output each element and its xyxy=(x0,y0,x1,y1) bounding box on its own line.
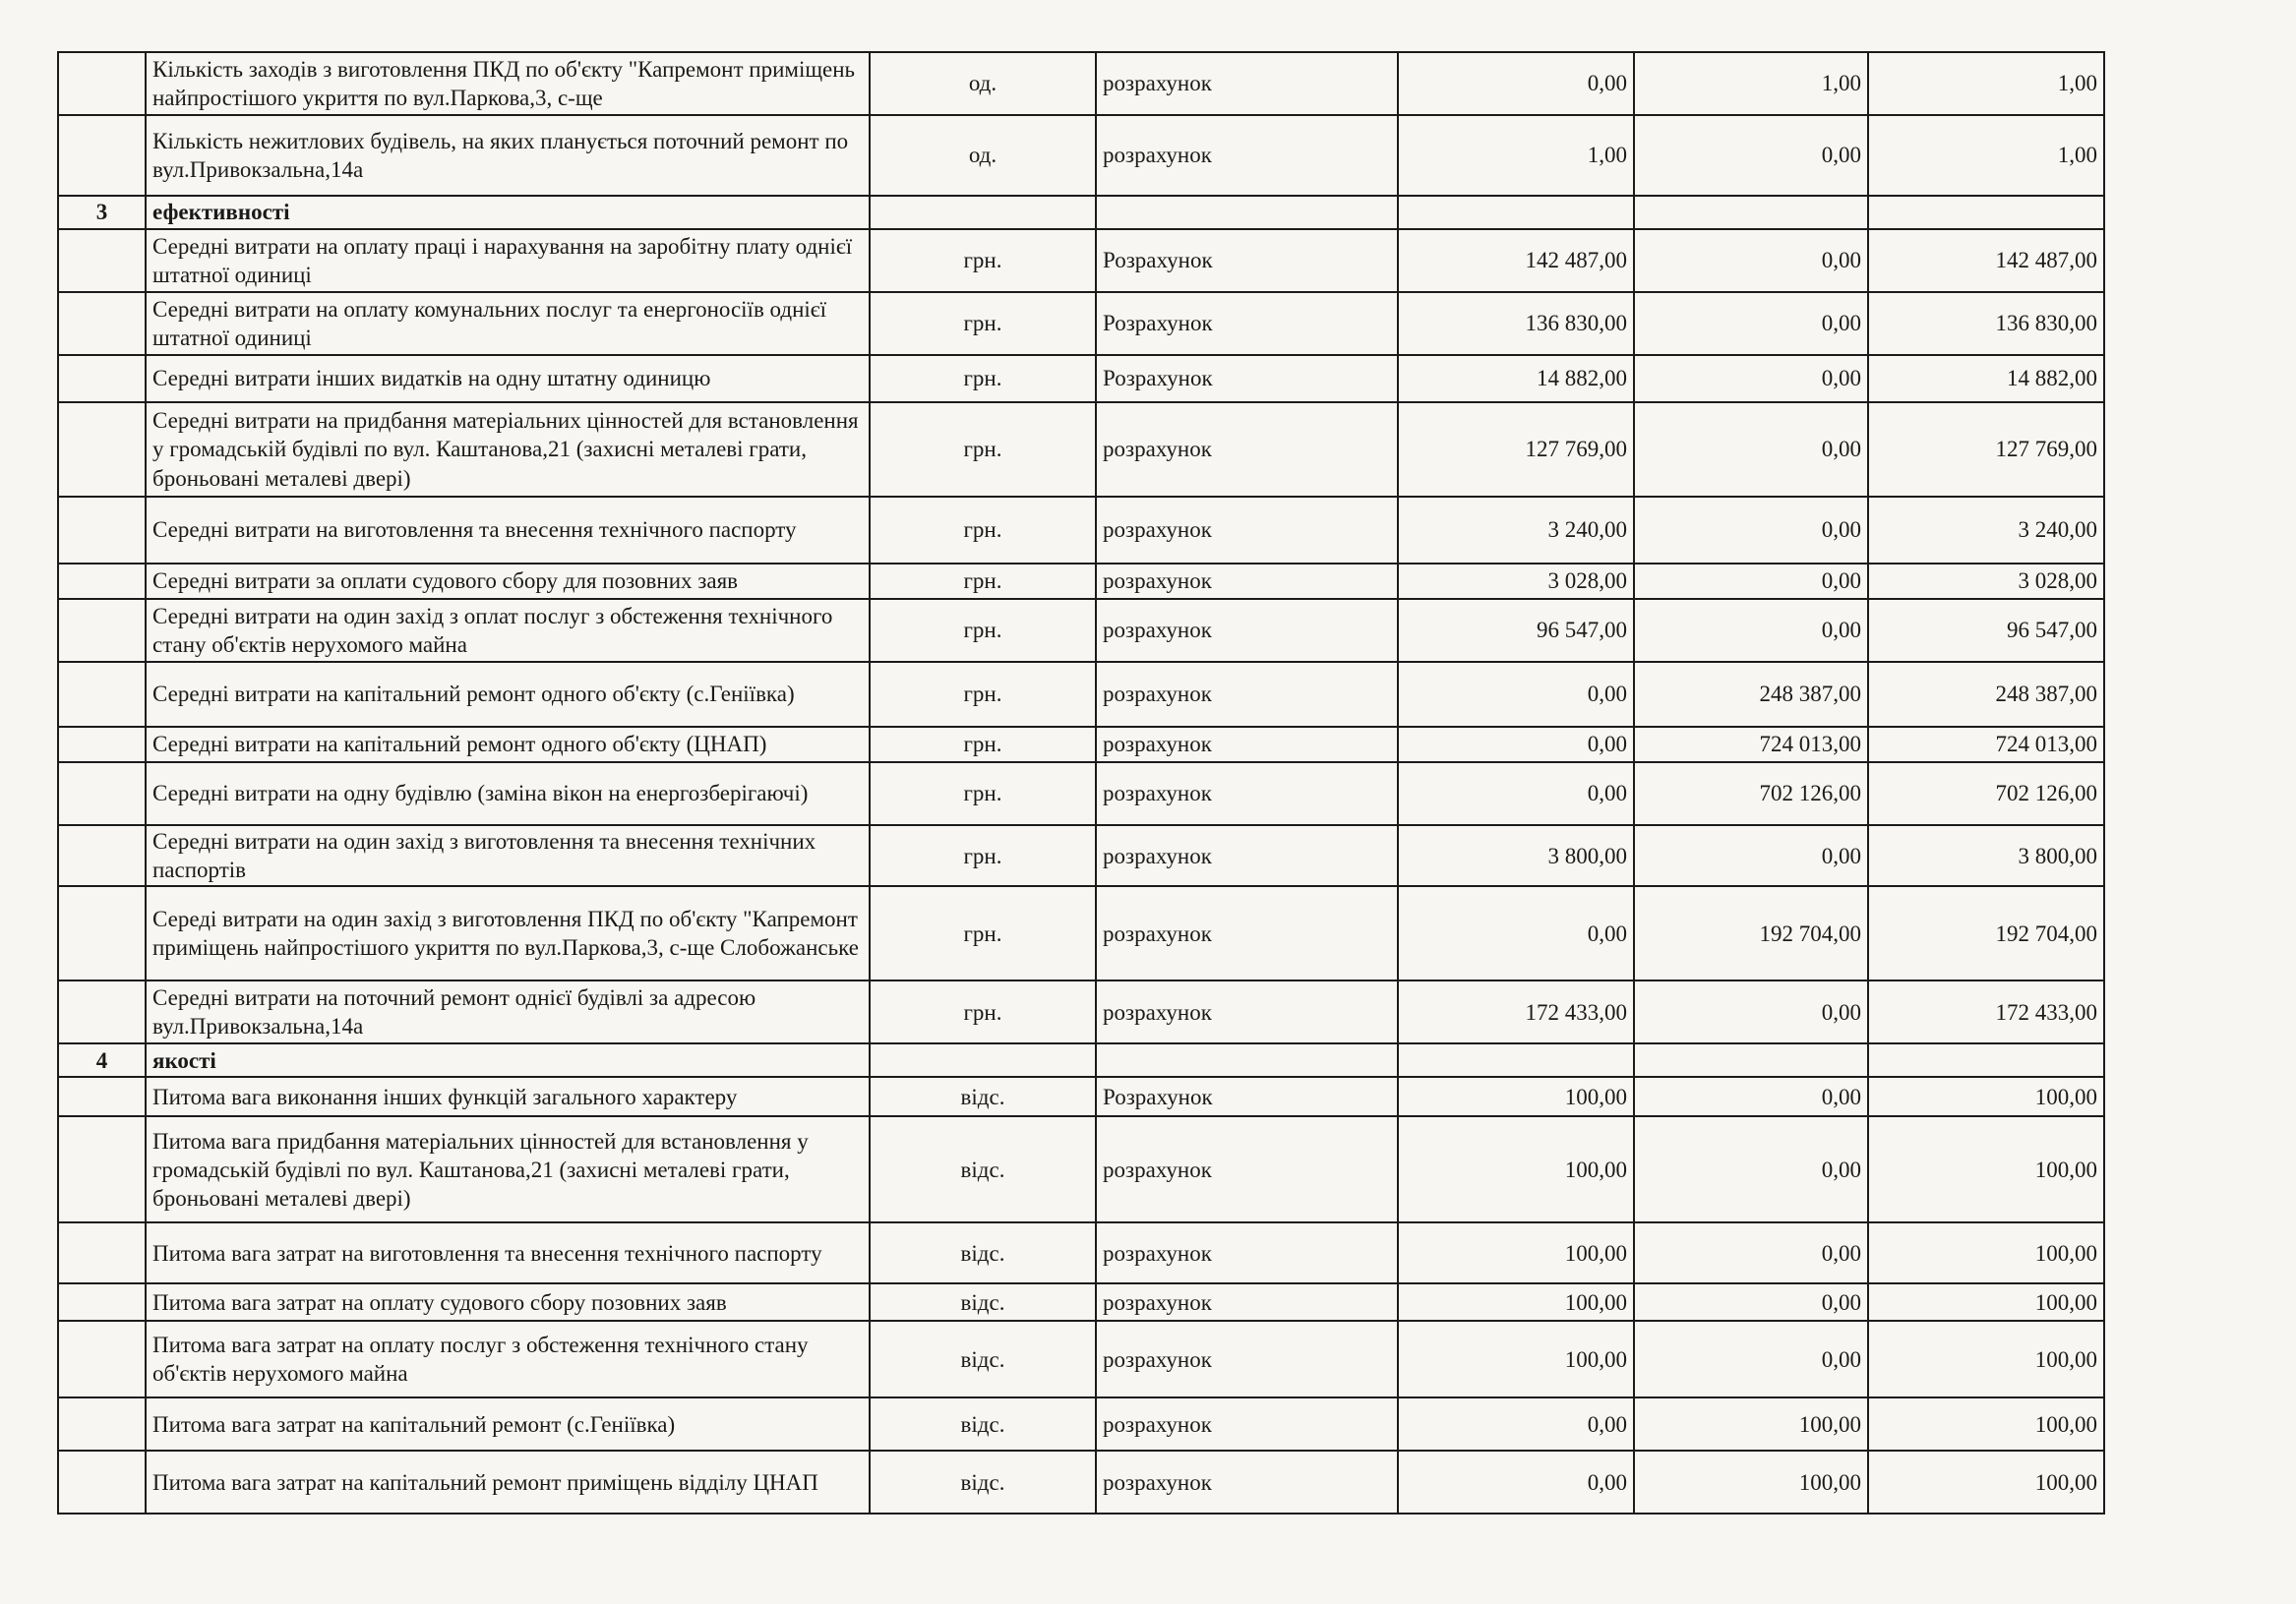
indicator-name-cell: Середні витрати на виготовлення та внесення технічного паспорту xyxy=(146,497,870,564)
table-row xyxy=(58,564,2104,599)
value-special-fund-cell: 0,00 xyxy=(1634,292,1868,355)
row-number-cell xyxy=(58,825,146,886)
indicator-name-cell: Середні витрати на оплату комунальних послуг та енергоносіїв однієї штатної одиниці xyxy=(146,292,870,355)
value-total-cell: 100,00 xyxy=(1868,1116,2104,1222)
value-general-fund-cell: 14 882,00 xyxy=(1398,355,1634,402)
indicator-name-cell: Середі витрати на один захід з виготовлення ПКД по об'єкту "Капремонт приміщень найпростішого укриття по вул.Паркова,3, с-ще Слобожанське xyxy=(146,886,870,980)
data-source-cell: розрахунок xyxy=(1096,662,1398,727)
table-row xyxy=(58,1222,2104,1283)
table-row xyxy=(58,662,2104,727)
value-total-cell: 142 487,00 xyxy=(1868,229,2104,292)
unit-of-measure-cell: відс. xyxy=(870,1397,1096,1451)
value-general-fund-cell: 127 769,00 xyxy=(1398,402,1634,497)
value-total-cell xyxy=(1868,1043,2104,1077)
row-number-cell xyxy=(58,564,146,599)
value-special-fund-cell: 100,00 xyxy=(1634,1451,1868,1514)
value-general-fund-cell: 96 547,00 xyxy=(1398,599,1634,662)
row-number-cell xyxy=(58,52,146,115)
value-general-fund-cell: 0,00 xyxy=(1398,886,1634,980)
indicators-table xyxy=(57,51,2105,1515)
indicator-name-cell: Кількість заходів з виготовлення ПКД по об'єкту "Капремонт приміщень найпростішого укриття по вул.Паркова,3, с-ще xyxy=(146,52,870,115)
value-general-fund-cell: 100,00 xyxy=(1398,1283,1634,1321)
indicator-name-cell: Середні витрати на придбання матеріальних цінностей для встановлення у громадській будівлі по вул. Каштанова,21 (захисні металеві грати, броньовані металеві двері) xyxy=(146,402,870,497)
value-special-fund-cell: 0,00 xyxy=(1634,402,1868,497)
value-total-cell xyxy=(1868,196,2104,229)
value-special-fund-cell: 0,00 xyxy=(1634,229,1868,292)
table-row xyxy=(58,402,2104,497)
value-general-fund-cell: 1,00 xyxy=(1398,115,1634,196)
unit-of-measure-cell: грн. xyxy=(870,292,1096,355)
value-special-fund-cell: 0,00 xyxy=(1634,1283,1868,1321)
data-source-cell: розрахунок xyxy=(1096,497,1398,564)
value-special-fund-cell: 0,00 xyxy=(1634,1321,1868,1397)
row-number-cell xyxy=(58,402,146,497)
unit-of-measure-cell: відс. xyxy=(870,1077,1096,1116)
value-general-fund-cell: 0,00 xyxy=(1398,52,1634,115)
unit-of-measure-cell: грн. xyxy=(870,355,1096,402)
data-source-cell xyxy=(1096,1043,1398,1077)
row-number-cell xyxy=(58,292,146,355)
value-special-fund-cell: 1,00 xyxy=(1634,52,1868,115)
value-general-fund-cell: 0,00 xyxy=(1398,762,1634,825)
row-number-cell xyxy=(58,1283,146,1321)
table-row xyxy=(58,980,2104,1043)
indicator-name-cell: Середні витрати на один захід з виготовлення та внесення технічних паспортів xyxy=(146,825,870,886)
value-special-fund-cell: 192 704,00 xyxy=(1634,886,1868,980)
indicator-name-cell: Середні витрати інших видатків на одну штатну одиницю xyxy=(146,355,870,402)
value-special-fund-cell: 0,00 xyxy=(1634,1222,1868,1283)
table-row xyxy=(58,1321,2104,1397)
unit-of-measure-cell: грн. xyxy=(870,229,1096,292)
data-source-cell: розрахунок xyxy=(1096,825,1398,886)
value-general-fund-cell xyxy=(1398,1043,1634,1077)
data-source-cell xyxy=(1096,196,1398,229)
unit-of-measure-cell: відс. xyxy=(870,1116,1096,1222)
value-total-cell: 3 800,00 xyxy=(1868,825,2104,886)
value-total-cell: 192 704,00 xyxy=(1868,886,2104,980)
value-total-cell: 100,00 xyxy=(1868,1451,2104,1514)
row-number-cell: 4 xyxy=(58,1043,146,1077)
unit-of-measure-cell: відс. xyxy=(870,1321,1096,1397)
value-general-fund-cell: 100,00 xyxy=(1398,1116,1634,1222)
value-total-cell: 702 126,00 xyxy=(1868,762,2104,825)
row-number-cell xyxy=(58,1222,146,1283)
value-general-fund-cell: 0,00 xyxy=(1398,727,1634,762)
table-row xyxy=(58,229,2104,292)
value-total-cell: 3 028,00 xyxy=(1868,564,2104,599)
value-total-cell: 1,00 xyxy=(1868,52,2104,115)
row-number-cell xyxy=(58,1116,146,1222)
value-special-fund-cell: 0,00 xyxy=(1634,115,1868,196)
unit-of-measure-cell: грн. xyxy=(870,762,1096,825)
data-source-cell: розрахунок xyxy=(1096,115,1398,196)
data-source-cell: розрахунок xyxy=(1096,564,1398,599)
table-row xyxy=(58,355,2104,402)
value-total-cell: 136 830,00 xyxy=(1868,292,2104,355)
table-row xyxy=(58,115,2104,196)
unit-of-measure-cell: грн. xyxy=(870,402,1096,497)
row-number-cell xyxy=(58,229,146,292)
unit-of-measure-cell: грн. xyxy=(870,564,1096,599)
indicator-name-cell: Питома вага виконання інших функцій загального характеру xyxy=(146,1077,870,1116)
indicator-name-cell: Питома вага затрат на виготовлення та внесення технічного паспорту xyxy=(146,1222,870,1283)
table-row xyxy=(58,762,2104,825)
data-source-cell: розрахунок xyxy=(1096,1116,1398,1222)
data-source-cell: розрахунок xyxy=(1096,599,1398,662)
data-source-cell: розрахунок xyxy=(1096,727,1398,762)
value-total-cell: 96 547,00 xyxy=(1868,599,2104,662)
value-special-fund-cell: 0,00 xyxy=(1634,1077,1868,1116)
table-row xyxy=(58,1283,2104,1321)
value-total-cell: 1,00 xyxy=(1868,115,2104,196)
unit-of-measure-cell: відс. xyxy=(870,1451,1096,1514)
indicator-name-cell: Питома вага придбання матеріальних цінностей для встановлення у громадській будівлі по вул. Каштанова,21 (захисні металеві грати, броньовані металеві двері) xyxy=(146,1116,870,1222)
table-row xyxy=(58,1077,2104,1116)
value-general-fund-cell: 100,00 xyxy=(1398,1321,1634,1397)
row-number-cell xyxy=(58,115,146,196)
table-row xyxy=(58,52,2104,115)
data-source-cell: Розрахунок xyxy=(1096,1077,1398,1116)
row-number-cell xyxy=(58,1077,146,1116)
indicator-name-cell: Середні витрати за оплати судового сбору для позовних заяв xyxy=(146,564,870,599)
data-source-cell: розрахунок xyxy=(1096,1451,1398,1514)
indicator-name-cell: Середні витрати на оплату праці і нарахування на заробітну плату однієї штатної одиниці xyxy=(146,229,870,292)
data-source-cell: розрахунок xyxy=(1096,1397,1398,1451)
table-row xyxy=(58,292,2104,355)
value-total-cell: 100,00 xyxy=(1868,1397,2104,1451)
unit-of-measure-cell: од. xyxy=(870,52,1096,115)
indicator-name-cell: якості xyxy=(146,1043,870,1077)
value-special-fund-cell: 0,00 xyxy=(1634,497,1868,564)
row-number-cell xyxy=(58,886,146,980)
table-row xyxy=(58,1116,2104,1222)
indicator-name-cell: Питома вага затрат на капітальний ремонт приміщень відділу ЦНАП xyxy=(146,1451,870,1514)
unit-of-measure-cell: од. xyxy=(870,115,1096,196)
data-source-cell: розрахунок xyxy=(1096,1321,1398,1397)
data-source-cell: розрахунок xyxy=(1096,1222,1398,1283)
value-total-cell: 248 387,00 xyxy=(1868,662,2104,727)
data-source-cell: Розрахунок xyxy=(1096,292,1398,355)
indicator-name-cell: Середні витрати на капітальний ремонт одного об'єкту (с.Геніївка) xyxy=(146,662,870,727)
row-number-cell xyxy=(58,497,146,564)
indicator-name-cell: Питома вага затрат на капітальний ремонт (с.Геніївка) xyxy=(146,1397,870,1451)
unit-of-measure-cell: грн. xyxy=(870,727,1096,762)
value-general-fund-cell: 172 433,00 xyxy=(1398,980,1634,1043)
indicator-name-cell: ефективності xyxy=(146,196,870,229)
data-source-cell: розрахунок xyxy=(1096,762,1398,825)
unit-of-measure-cell: відс. xyxy=(870,1222,1096,1283)
value-general-fund-cell: 0,00 xyxy=(1398,1397,1634,1451)
value-special-fund-cell xyxy=(1634,1043,1868,1077)
value-special-fund-cell: 702 126,00 xyxy=(1634,762,1868,825)
value-special-fund-cell: 0,00 xyxy=(1634,564,1868,599)
table-row xyxy=(58,727,2104,762)
value-special-fund-cell: 724 013,00 xyxy=(1634,727,1868,762)
table-row xyxy=(58,599,2104,662)
row-number-cell xyxy=(58,1321,146,1397)
value-total-cell: 172 433,00 xyxy=(1868,980,2104,1043)
value-total-cell: 14 882,00 xyxy=(1868,355,2104,402)
indicator-name-cell: Питома вага затрат на оплату судового сбору позовних заяв xyxy=(146,1283,870,1321)
data-source-cell: розрахунок xyxy=(1096,1283,1398,1321)
unit-of-measure-cell: грн. xyxy=(870,825,1096,886)
unit-of-measure-cell xyxy=(870,196,1096,229)
indicator-name-cell: Середні витрати на один захід з оплат послуг з обстеження технічного стану об'єктів нерухомого майна xyxy=(146,599,870,662)
table-row xyxy=(58,886,2104,980)
value-total-cell: 127 769,00 xyxy=(1868,402,2104,497)
section-row xyxy=(58,196,2104,229)
indicator-name-cell: Середні витрати на поточний ремонт однієї будівлі за адресою вул.Привокзальна,14а xyxy=(146,980,870,1043)
data-source-cell: розрахунок xyxy=(1096,980,1398,1043)
value-total-cell: 100,00 xyxy=(1868,1077,2104,1116)
indicator-name-cell: Середні витрати на капітальний ремонт одного об'єкту (ЦНАП) xyxy=(146,727,870,762)
data-source-cell: Розрахунок xyxy=(1096,355,1398,402)
unit-of-measure-cell: відс. xyxy=(870,1283,1096,1321)
row-number-cell: 3 xyxy=(58,196,146,229)
value-general-fund-cell xyxy=(1398,196,1634,229)
table-row xyxy=(58,497,2104,564)
row-number-cell xyxy=(58,980,146,1043)
unit-of-measure-cell xyxy=(870,1043,1096,1077)
value-total-cell: 100,00 xyxy=(1868,1283,2104,1321)
indicator-name-cell: Середні витрати на одну будівлю (заміна вікон на енергозберігаючі) xyxy=(146,762,870,825)
data-source-cell: розрахунок xyxy=(1096,886,1398,980)
row-number-cell xyxy=(58,1397,146,1451)
value-total-cell: 100,00 xyxy=(1868,1222,2104,1283)
table-row xyxy=(58,825,2104,886)
value-total-cell: 100,00 xyxy=(1868,1321,2104,1397)
value-general-fund-cell: 3 028,00 xyxy=(1398,564,1634,599)
value-general-fund-cell: 142 487,00 xyxy=(1398,229,1634,292)
value-special-fund-cell: 0,00 xyxy=(1634,1116,1868,1222)
value-special-fund-cell: 100,00 xyxy=(1634,1397,1868,1451)
row-number-cell xyxy=(58,1451,146,1514)
value-general-fund-cell: 3 240,00 xyxy=(1398,497,1634,564)
data-source-cell: Розрахунок xyxy=(1096,229,1398,292)
indicator-name-cell: Кількість нежитлових будівель, на яких планується поточний ремонт по вул.Привокзальна,14а xyxy=(146,115,870,196)
unit-of-measure-cell: грн. xyxy=(870,980,1096,1043)
value-special-fund-cell: 248 387,00 xyxy=(1634,662,1868,727)
value-general-fund-cell: 100,00 xyxy=(1398,1222,1634,1283)
unit-of-measure-cell: грн. xyxy=(870,886,1096,980)
section-row xyxy=(58,1043,2104,1077)
value-special-fund-cell: 0,00 xyxy=(1634,355,1868,402)
unit-of-measure-cell: грн. xyxy=(870,599,1096,662)
unit-of-measure-cell: грн. xyxy=(870,497,1096,564)
row-number-cell xyxy=(58,355,146,402)
value-special-fund-cell xyxy=(1634,196,1868,229)
value-total-cell: 3 240,00 xyxy=(1868,497,2104,564)
value-special-fund-cell: 0,00 xyxy=(1634,980,1868,1043)
row-number-cell xyxy=(58,762,146,825)
value-general-fund-cell: 3 800,00 xyxy=(1398,825,1634,886)
data-source-cell: розрахунок xyxy=(1096,52,1398,115)
row-number-cell xyxy=(58,599,146,662)
value-general-fund-cell: 100,00 xyxy=(1398,1077,1634,1116)
row-number-cell xyxy=(58,662,146,727)
table-row xyxy=(58,1451,2104,1514)
data-source-cell: розрахунок xyxy=(1096,402,1398,497)
row-number-cell xyxy=(58,727,146,762)
indicator-name-cell: Питома вага затрат на оплату послуг з обстеження технічного стану об'єктів нерухомого майна xyxy=(146,1321,870,1397)
value-general-fund-cell: 0,00 xyxy=(1398,662,1634,727)
value-special-fund-cell: 0,00 xyxy=(1634,599,1868,662)
value-general-fund-cell: 136 830,00 xyxy=(1398,292,1634,355)
value-total-cell: 724 013,00 xyxy=(1868,727,2104,762)
value-special-fund-cell: 0,00 xyxy=(1634,825,1868,886)
table-row xyxy=(58,1397,2104,1451)
unit-of-measure-cell: грн. xyxy=(870,662,1096,727)
value-general-fund-cell: 0,00 xyxy=(1398,1451,1634,1514)
table-body xyxy=(58,52,2104,1514)
